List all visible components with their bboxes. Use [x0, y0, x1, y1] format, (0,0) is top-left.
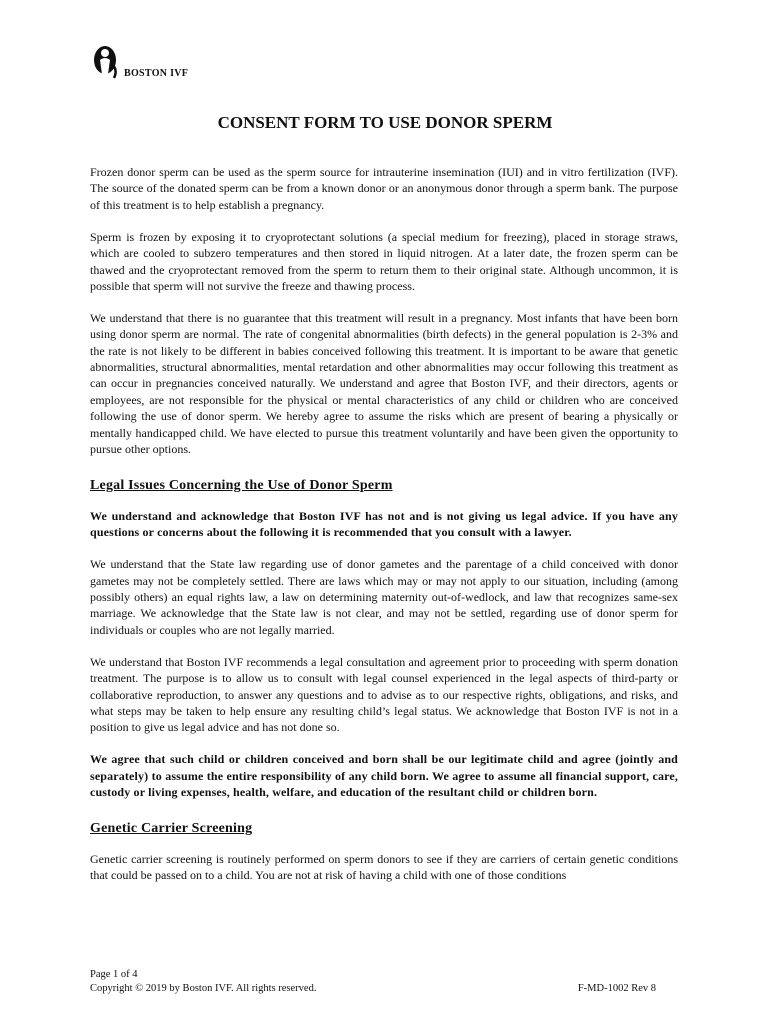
legal-section-heading: Legal Issues Concerning the Use of Donor Sperm — [90, 477, 393, 493]
figure-logo-icon — [92, 44, 124, 80]
intro-paragraph-1: Frozen donor sperm can be used as the sperm source for intrauterine insemination (IUI) and in vitro fertilization (IVF). The source of the donated sperm can be from a known donor or an anonymous donor through a sperm bank. The purpose of this treatment is to help establish a pregnancy. — [90, 165, 678, 212]
intro-paragraph-2: Sperm is frozen by exposing it to cryoprotectant solutions (a special medium for freezing), placed in storage straws, which are cooled to subzero temperatures and then stored in liquid nitrogen. At a later date, the frozen sperm can be thawed and the cryoprotectant removed from the sperm to return them to their original state. Although uncommon, it is possible that sperm will not survive the freeze and thawing process. — [90, 229, 678, 293]
org-name: BOSTON IVF — [124, 68, 189, 79]
intro-paragraph-3: We understand that there is no guarantee that this treatment will result in a pregnancy. Most infants that have been born using donor sperm are normal. The rate of congenital abnormalities (birth defects) in the general population is 2-3% and the rate is not likely to be different in babies conceived following this treatment. It is important to be aware that genetic abnormalities, structural abnormalities, mental retardation and other abnormalities may occur following this treatment as can occur in pregnancies conceived naturally. We understand and agree that Boston IVF, and their directors, agents or employees, are not responsible for the physical or mental characteristics of any child or children who are conceived following the use of donor sperm. We hereby agree to assume the risks which are present of bearing a physically or mentally handicapped child. We have elected to pursue this treatment voluntarily and have been given the opportunity to pursue other options. — [90, 310, 678, 457]
genetic-paragraph: Genetic carrier screening is routinely performed on sperm donors to see if they are carriers of certain genetic conditions that could be passed on to a child. You are not at risk of having a child with one of those conditions — [90, 851, 678, 883]
page-footer — [90, 968, 678, 996]
document-body — [90, 164, 678, 899]
page-number: Page 1 of 4 — [90, 969, 138, 980]
boston-ivf-logo — [92, 44, 212, 84]
copyright-notice: Copyright © 2019 by Boston IVF. All rights reserved. — [90, 983, 317, 994]
page-title: CONSENT FORM TO USE DONOR SPERM — [217, 113, 553, 132]
legal-paragraph-2: We understand that Boston IVF recommends a legal consultation and agreement prior to proceeding with sperm donation treatment. The purpose is to allow us to consult with legal counsel experienced in the legal aspects of third-party or collaborative reproduction, to answer any questions and to advise as to our respective rights, obligations, and risks, and what steps may be taken to help ensure any resulting child’s legal status. We acknowledge that Boston IVF is not in a position to give us legal advice and has not done so. — [90, 654, 678, 735]
legal-notice: We understand and acknowledge that Boston IVF has not and is not giving us legal advice. If you have any questions or concerns about the following it is recommended that you consult with a lawyer. — [90, 508, 678, 540]
form-id: F-MD-1002 Rev 8 — [577, 983, 656, 994]
genetic-section-heading: Genetic Carrier Screening — [90, 820, 253, 836]
legal-paragraph-1: We understand that the State law regarding use of donor gametes and the parentage of a child conceived with donor gametes may not be completely settled. There are laws which may or may not apply to our situation, including (among possibly others) an equal rights law, a law on determining maternity out-of-wedlock, and law that recognizes same-sex marriage. We acknowledge that the State law is not clear, and may not be settled, regarding use of donor sperm for individuals or couples who are not legally married. — [90, 557, 678, 637]
legal-agreement: We agree that such child or children conceived and born shall be our legitimate child and agree (jointly and separately) to assume the entire responsibility of any child born. We agree to assume all financial support, care, custody or living expenses, health, welfare, and education of the resultant child or children born. — [90, 752, 678, 800]
